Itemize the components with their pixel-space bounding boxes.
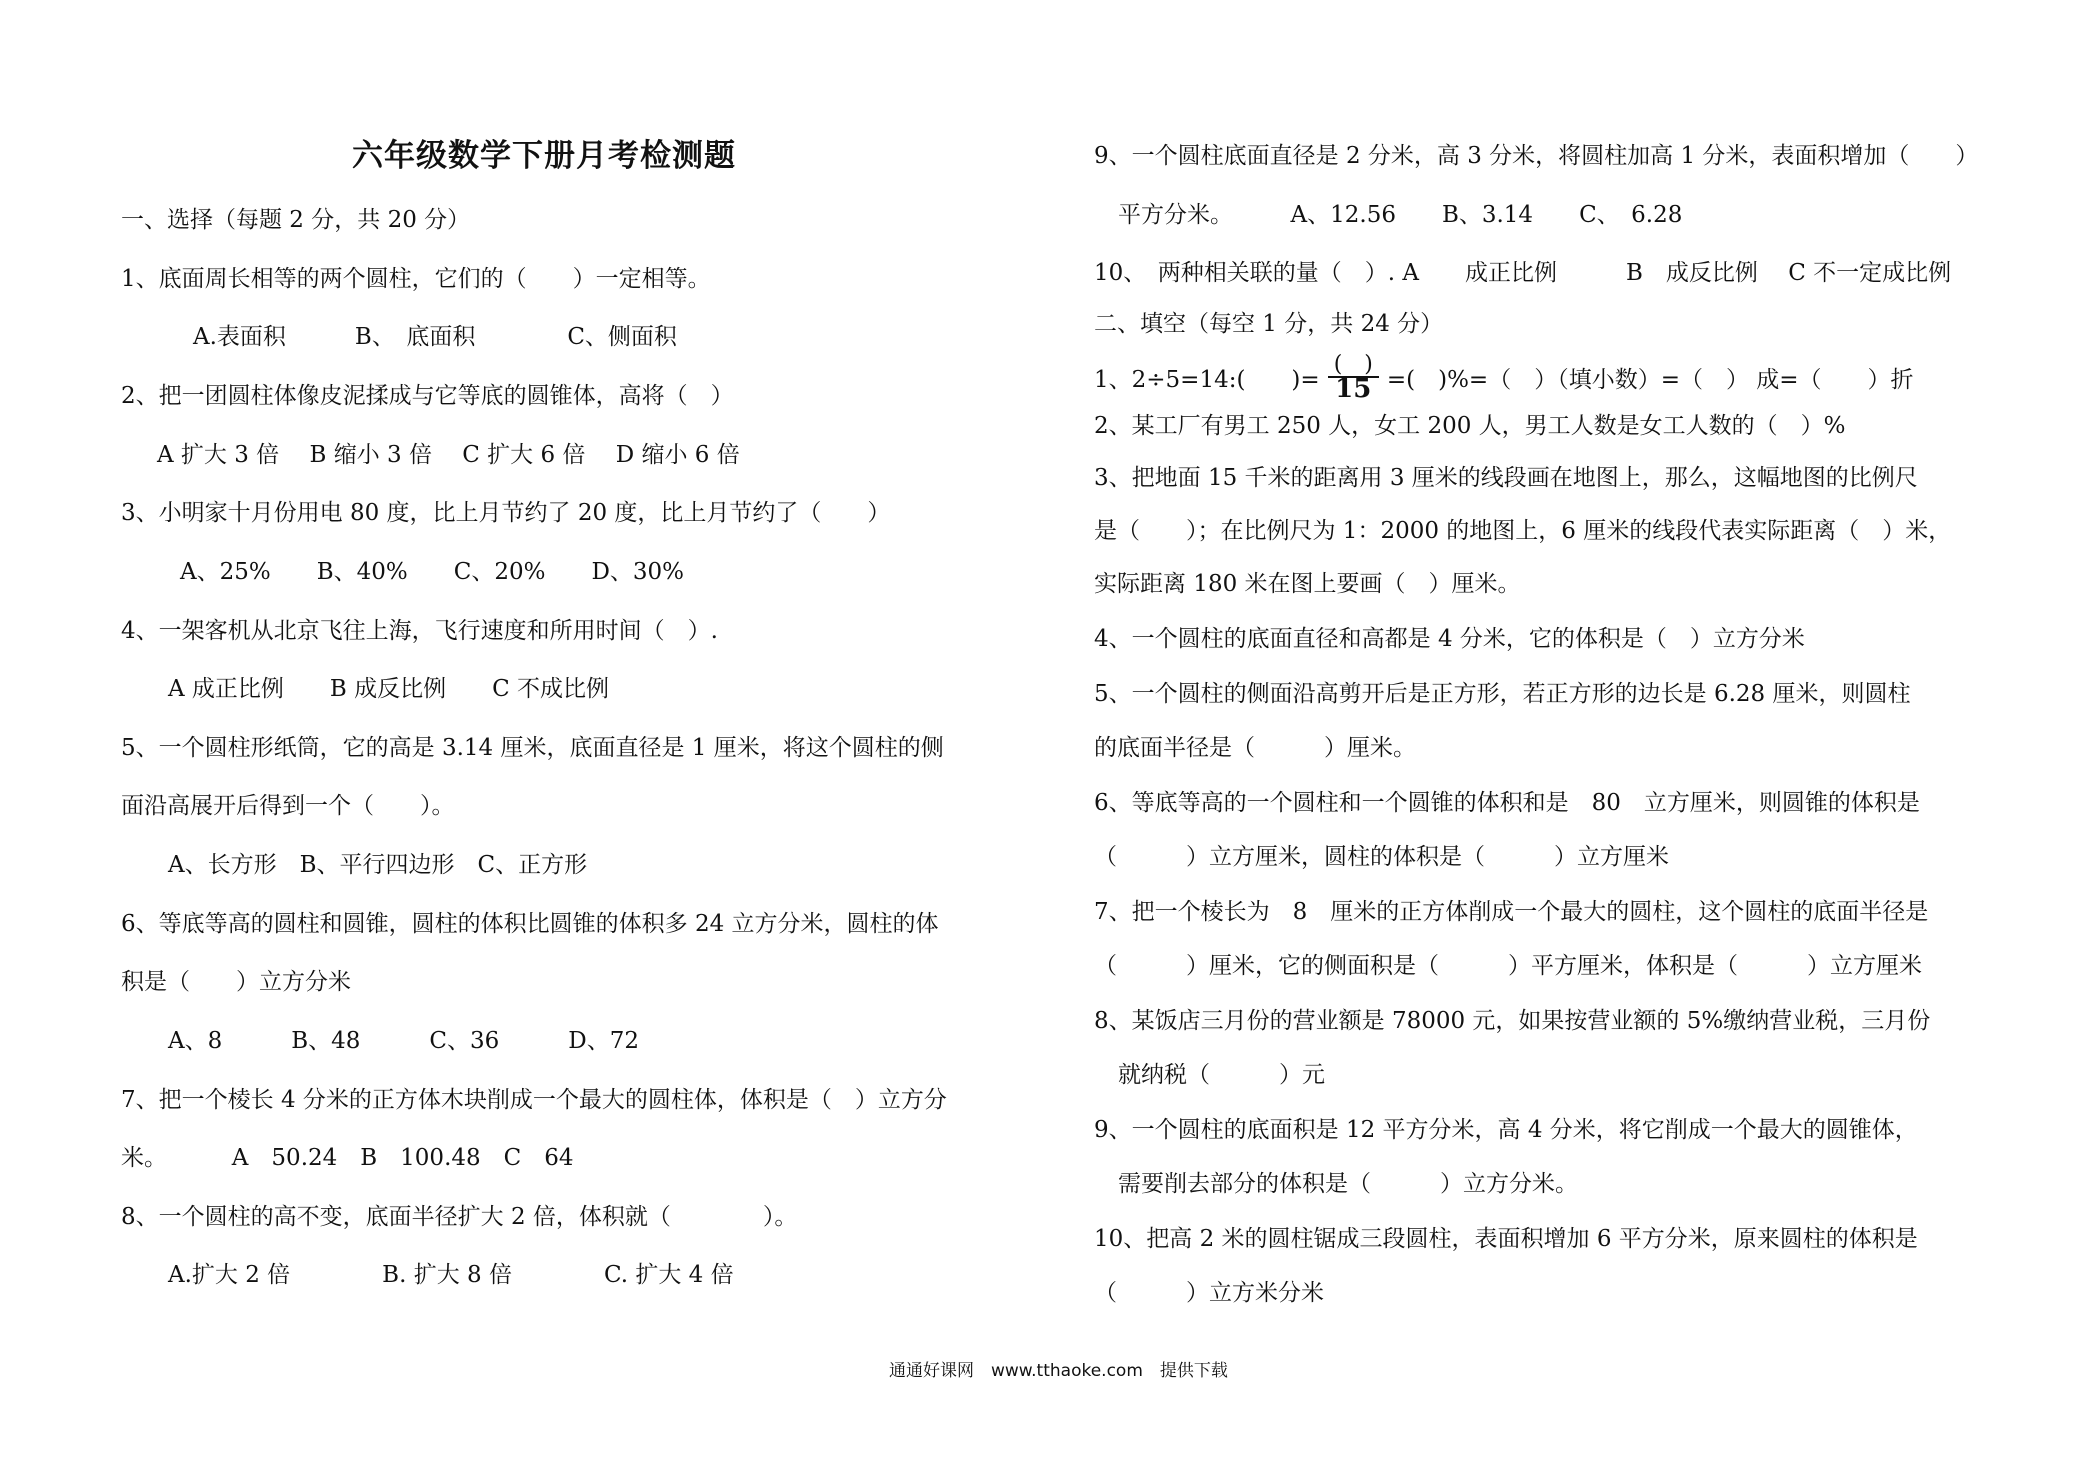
answer-options: A、8 B、48 C、36 D、72 bbox=[168, 1028, 639, 1054]
fill-question-1 bbox=[1094, 352, 1914, 404]
question-line: 积是（ ）立方分米 bbox=[121, 969, 351, 995]
question-line: 3、小明家十月份用电 80 度，比上月节约了 20 度，比上月节约了（ ） bbox=[121, 500, 891, 526]
question-line: 1、底面周长相等的两个圆柱，它们的（ ）一定相等。 bbox=[121, 266, 711, 292]
question-line: 4、一个圆柱的底面直径和高都是 4 分米，它的体积是（ ）立方分米 bbox=[1094, 626, 1805, 652]
answer-options: 平方分米。 A、12.56 B、3.14 C、 6.28 bbox=[1118, 202, 1683, 228]
question-line: （ ）立方厘米，圆柱的体积是（ ）立方厘米 bbox=[1094, 844, 1669, 870]
question-line: 5、一个圆柱形纸筒，它的高是 3.14 厘米，底面直径是 1 厘米，将这个圆柱的侧 bbox=[121, 735, 944, 761]
question-line: 6、等底等高的一个圆柱和一个圆锥的体积和是 80 立方厘米，则圆锥的体积是 bbox=[1094, 790, 1920, 816]
question-line: 8、一个圆柱的高不变，底面半径扩大 2 倍，体积就（ ）。 bbox=[121, 1204, 798, 1230]
page-title: 六年级数学下册月考检测题 bbox=[352, 138, 736, 174]
fraction-numerator: ( ) bbox=[1328, 354, 1379, 378]
question-line: 5、一个圆柱的侧面沿高剪开后是正方形，若正方形的边长是 6.28 厘米，则圆柱 bbox=[1094, 681, 1911, 707]
answer-options: A、25% B、40% C、20% D、30% bbox=[180, 559, 685, 585]
answer-options: A.表面积 B、 底面积 C、侧面积 bbox=[193, 324, 677, 350]
fill-question-1-suffix: =( )%=（ ）（填小数）=（ ） 成=（ ）折 bbox=[1386, 367, 1914, 393]
question-line: 9、一个圆柱的底面积是 12 平方分米，高 4 分米，将它削成一个最大的圆锥体， bbox=[1094, 1117, 1918, 1143]
answer-options: A 成正比例 B 成反比例 C 不成比例 bbox=[168, 676, 610, 702]
question-line: 10、把高 2 米的圆柱锯成三段圆柱，表面积增加 6 平方分米，原来圆柱的体积是 bbox=[1094, 1226, 1918, 1252]
footer-credit: 通通好课网 www.tthaoke.com 提供下载 bbox=[889, 1361, 1228, 1381]
fill-question-1-prefix: 1、2÷5=14:( )= bbox=[1094, 367, 1320, 393]
section-heading-choice: 一、选择（每题 2 分，共 20 分） bbox=[121, 207, 471, 233]
question-line: 的底面半径是（ ）厘米。 bbox=[1094, 735, 1416, 761]
question-line: 7、把一个棱长为 8 厘米的正方体削成一个最大的圆柱，这个圆柱的底面半径是 bbox=[1094, 899, 1929, 925]
question-line: 就纳税（ ）元 bbox=[1118, 1062, 1325, 1088]
question-line: （ ）立方米分米 bbox=[1094, 1280, 1324, 1306]
question-line: 8、某饭店三月份的营业额是 78000 元，如果按营业额的 5%缴纳营业税，三月份 bbox=[1094, 1008, 1931, 1034]
question-line: 实际距离 180 米在图上要画（ ）厘米。 bbox=[1094, 571, 1521, 597]
answer-options: A、长方形 B、平行四边形 C、正方形 bbox=[168, 852, 588, 878]
question-line: 4、一架客机从北京飞往上海，飞行速度和所用时间（ ）. bbox=[121, 618, 718, 644]
question-line: （ ）厘米，它的侧面积是（ ）平方厘米，体积是（ ）立方厘米 bbox=[1094, 953, 1922, 979]
fraction bbox=[1328, 352, 1379, 404]
question-line: 米。 A 50.24 B 100.48 C 64 bbox=[121, 1145, 574, 1171]
question-line: 是（ ）；在比例尺为 1：2000 的地图上，6 厘米的线段代表实际距离（ ）米， bbox=[1094, 518, 1952, 544]
question-line: 6、等底等高的圆柱和圆锥，圆柱的体积比圆锥的体积多 24 立方分米，圆柱的体 bbox=[121, 911, 939, 937]
question-line: 7、把一个棱长 4 分米的正方体木块削成一个最大的圆柱体，体积是（ ）立方分 bbox=[121, 1087, 947, 1113]
question-line: 面沿高展开后得到一个（ ）。 bbox=[121, 793, 455, 819]
question-line: 9、一个圆柱底面直径是 2 分米，高 3 分米，将圆柱加高 1 分米，表面积增加（ ） bbox=[1094, 143, 1979, 169]
section-heading-fill: 二、填空（每空 1 分，共 24 分） bbox=[1094, 311, 1444, 337]
question-line: 2、某工厂有男工 250 人，女工 200 人，男工人数是女工人数的（ ）% bbox=[1094, 413, 1846, 439]
answer-options: A 扩大 3 倍 B 缩小 3 倍 C 扩大 6 倍 D 缩小 6 倍 bbox=[157, 442, 740, 468]
question-line: 2、把一团圆柱体像皮泥揉成与它等底的圆锥体，高将（ ） bbox=[121, 383, 734, 409]
fraction-denominator: 15 bbox=[1335, 374, 1372, 404]
question-line: 10、 两种相关联的量（ ）. A 成正比例 B 成反比例 C 不一定成比例 bbox=[1094, 260, 1952, 286]
question-line: 需要削去部分的体积是（ ）立方分米。 bbox=[1118, 1171, 1578, 1197]
question-line: 3、把地面 15 千米的距离用 3 厘米的线段画在地图上，那么，这幅地图的比例尺 bbox=[1094, 465, 1918, 491]
answer-options: A.扩大 2 倍 B. 扩大 8 倍 C. 扩大 4 倍 bbox=[168, 1262, 734, 1288]
